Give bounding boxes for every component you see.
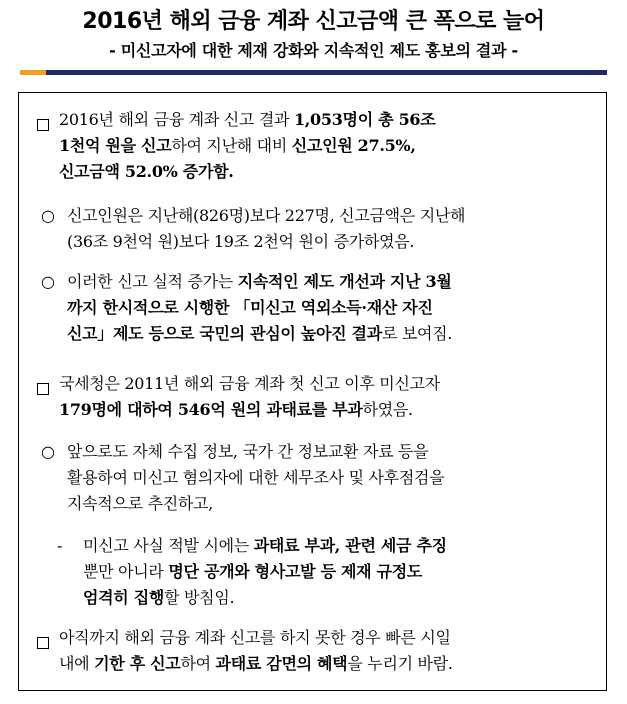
text-run-bold: 기한 후 신고 [94,654,181,673]
text-run: 을 누리기 바람. [347,654,453,673]
text-run: 하여 지난해 대비 [171,136,292,155]
text-run-bold: 179명에 대하여 546억 원의 과태료를 부과 [59,400,363,419]
text-run-bold: 지속적인 제도 개선과 지난 3월 [237,272,452,291]
text-run: 2016년 해외 금융 계좌 신고 결과 [59,110,294,129]
circle-bullet-icon: ○ [41,272,55,291]
paragraph-3 [67,269,452,347]
square-bullet-icon [37,113,49,139]
paragraph-6 [83,533,447,611]
text-run: 로 보여짐. [381,324,453,343]
text-run: 할 방침임. [164,588,235,607]
paragraph-1 [59,107,435,185]
text-line: 활용하여 미신고 혐의자에 대한 세무조사 및 사후점검을 [67,468,445,487]
text-run: 미신고 사실 적발 시에는 [83,536,254,555]
square-bullet-icon [37,631,49,657]
text-run-bold: 명단 공개와 형사고발 등 제재 규정도 [168,562,423,581]
circle-bullet-icon: ○ [41,442,55,461]
text-line: 지속적으로 추진하고, [67,494,213,513]
text-run-bold: 과태료 부과, 관련 세금 추징 [253,536,447,555]
text-line: 앞으로도 자체 수집 정보, 국가 간 정보교환 자료 등을 [67,442,429,461]
text-run: 뿐만 아니라 [83,562,169,581]
text-run-bold: 신고」제도 등으로 국민의 관심이 높아진 결과 [67,324,382,343]
accent-bar-navy [46,70,607,75]
text-run-bold: 과태료 감면의 혜택 [215,654,348,673]
accent-bar-orange [20,70,46,75]
text-run-bold: 1천억 원을 신고 [59,136,172,155]
square-bullet-icon [37,377,49,403]
text-line: (36조 9천억 원)보다 19조 2천억 원이 증가하였음. [67,232,415,251]
text-run: 이러한 신고 실적 증가는 [67,272,238,291]
text-run: 하여 [180,654,216,673]
paragraph-2 [67,203,465,255]
text-run: 하였음. [362,400,413,419]
paragraph-5 [67,439,444,517]
text-run-bold: 1,053명이 총 56조 [293,110,436,129]
page-subtitle: - 미신고자에 대한 제재 강화와 지속적인 제도 홍보의 결과 - [109,41,518,60]
text-run: 내에 [59,654,95,673]
text-run-bold: 엄격히 집행 [83,588,165,607]
text-run-bold: 신고인원 27.5%, [291,136,416,155]
text-line: 신고인원은 지난해(826명)보다 227명, 신고금액은 지난해 [67,206,466,225]
text-line: 국세청은 2011년 해외 금융 계좌 첫 신고 이후 미신고자 [59,374,440,393]
text-run-bold: 신고금액 52.0% 증가함. [59,162,234,181]
circle-bullet-icon: ○ [41,206,55,225]
paragraph-4 [59,371,440,423]
text-run-bold: 까지 한시적으로 시행한 「미신고 역외소득·재산 자진 [67,298,433,317]
paragraph-7 [59,625,453,677]
content-box [18,92,607,691]
text-line: 아직까지 해외 금융 계좌 신고를 하지 못한 경우 빠른 시일 [59,628,451,647]
dash-bullet: - [57,536,63,555]
page-title: 2016년 해외 금융 계좌 신고금액 큰 폭으로 늘어 [82,9,545,34]
